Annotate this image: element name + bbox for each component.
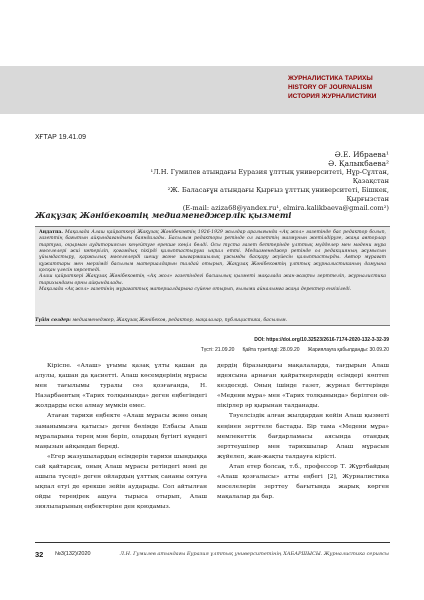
issue-number: №3(132)/2020 xyxy=(55,551,91,557)
paragraph: Атап етер болсақ, т.б., профессор Т. Жұртбайдың «Алаш қозғалысы» атты еңбегі [2], Журналистика мәселелерін зерттеу бағытында жарық көрген мақалалар да бар. xyxy=(217,463,389,501)
abstract-box xyxy=(35,226,390,326)
paragraph: Тәуелсіздік алған жылдардан кейін Алаш қызметі кеңінен зерттеле бастады. Бір тама «Медени мұра» мемлекеттік бағдарламасы аясында отандық зерттеушілер мен тарихшылар Алаш мұрасын жүйелеп, жан-жақты талдауға кірісті. xyxy=(217,413,389,460)
article-title: Жақұзақ Жәнібековтің медиаменеджерлік қызметі xyxy=(35,210,292,220)
journal-section-title xyxy=(288,74,376,101)
paragraph: дердің біразындағы мақалаларда, тағдырын Алаш идеясына арнаған қайраткерлердің есімдері көптеп кездеседі. Оның ішінде газет, журнал беттерінде «Медени мұра» мен «Тарих толқынында» берілген ой-пікірлер әр қырынан талданады. xyxy=(217,363,389,410)
paragraph: Кіріспе. «Алаш» ұғымы қазақ ұлты қашан да алулы, қашан да қасиетті. Алаш көсемдерінің мұрасы мен тағылымы туралы сөз қозғағанда, Н. Назарбаевтың «Тарих толқынында» деген еңбегіндегі жолдарды еске алмау мүмкін емес. xyxy=(35,363,207,410)
journal-title-en: HISTORY OF JOURNALISM xyxy=(288,84,373,91)
abstract-label: Аңдатпа. xyxy=(39,230,63,235)
journal-title-kz: ЖУРНАЛИСТИКА ТАРИХЫ xyxy=(288,75,373,82)
journal-header-band xyxy=(0,66,424,114)
author-emails: (E-mail: aziza68@yandex.ru¹, elmira.kalikbaeva@gmail.com²) xyxy=(182,204,389,212)
keywords xyxy=(35,318,390,323)
abstract-body: Мақалада Алаш қайраткері Жақұзақ Жәнібековтің 1926-1929 жылдар аралығында «Ақ жол» газетінде бас редактор болып, газеттің бағытын айқындағандығы баяндалады. Басылым редакторы ретінде ол газеттің мазмұнын жетілдіруге, жаңа авторлар тартуға, оқырман аудиториясын кеңейтуге ерекше көңіл бөлді. Осы тұста газет беттерінде ұлттық мүдделер мен мәдени мұра мәселелері жиі көтеріліп, қоғамдық пікірді қалыптастыруға ықпал етті. Медиаменеджер ретінде ол редакцияның жұмысын ұйымдастыру, қаржылық мәселелерді шешу және шығармашылық ұжымды басқару жүйесін қалыптастырды. Автор мұрағат құжаттары мен мерзімді басылым материалдарын талдай отырып, Жақұзақ Жәнібековтің ұлттық журналистиканың дамуына қосқан үлесін көрсетеді. xyxy=(39,230,386,274)
keywords-list: медиаменеджер, Жақұзақ Жәнібеков, редактор, мақалалар, публицистика, басылым. xyxy=(72,318,288,323)
paragraph: Атаған тарихи еңбекте «Алаш мұрасы және оның заманымызға қатысы» деген бөлімде Елбасы Алаш мұраларына терең мән беріп, олардың бүгінгі күндегі маңызын айқындап береді. xyxy=(35,413,207,450)
accepted-date: Жариялауға қабылданды: 30.09.20 xyxy=(307,347,389,353)
footer-journal-name: Л.Н. Гумилев атындағы Еуразия ұлттық университетінің ХАБАРШЫСЫ. Журналистика сериясы xyxy=(119,551,389,557)
author-name-1: Ә.Е. Ибраева¹ xyxy=(334,150,389,159)
doi-link[interactable]: DOI: https://doi.org/10.32523/2616-7174-2020-132-3-32-39 xyxy=(254,337,389,343)
revised-date: Қайта түзетілді: 28.09.20 xyxy=(242,347,300,353)
irsti-code: ХҒТАР 19.41.09 xyxy=(35,134,87,141)
abstract-paragraph-2: Алаш қайраткері Жақұзақ Жәнібековтің «Ақ жол» газетіндегі басшылық қызметі мақалада жан-жақты зерттеліп, журналистика тарихындағы орны айқындалады. xyxy=(39,274,386,286)
footer-divider xyxy=(35,542,390,543)
abstract-paragraph-3: Мақалада «Ақ жол» газетінің мұрағаттық материалдарына сүйене отырып, ғылыми айналымға жаңа деректер енгізіледі. xyxy=(39,287,352,293)
article-dates xyxy=(193,347,389,353)
keywords-label: Түйін сөздер: xyxy=(35,318,71,323)
received-date: Түсті: 21.09.20 xyxy=(200,347,235,353)
abstract-text xyxy=(39,230,386,293)
body-column-left xyxy=(35,361,207,512)
body-column-right xyxy=(217,361,389,502)
author-name-2: Ә. Қалыкбаева² xyxy=(328,159,389,168)
paragraph: «Егер жазушылардың есімдерін тарихи шындыққа сай қайтарсақ, оның Алаш мұрасы ретіндегі мәні де ашыла түседі» деген ойлардың ұлттық сананы оятуға ықпал етуі де ерекше зейін аударады. Сол айтылған ойды тереңірек ашуға тырыса отырып, Алаш зиялыларының еңбектеріне ден қоюдамыз. xyxy=(35,453,207,511)
page-number: 32 xyxy=(35,550,44,559)
journal-title-ru: ИСТОРИЯ ЖУРНАЛИСТИКИ xyxy=(288,93,377,100)
affiliation-2: ²Ж. Баласағұн атындағы Қырғыз ұлттық университеті, Бішкек, Қырғызстан xyxy=(167,186,389,203)
author-block xyxy=(129,150,389,213)
affiliation-1: ¹Л.Н. Гумилев атындағы Еуразия ұлттық университеті, Нұр-Сұлтан, Қазақстан xyxy=(150,168,389,185)
